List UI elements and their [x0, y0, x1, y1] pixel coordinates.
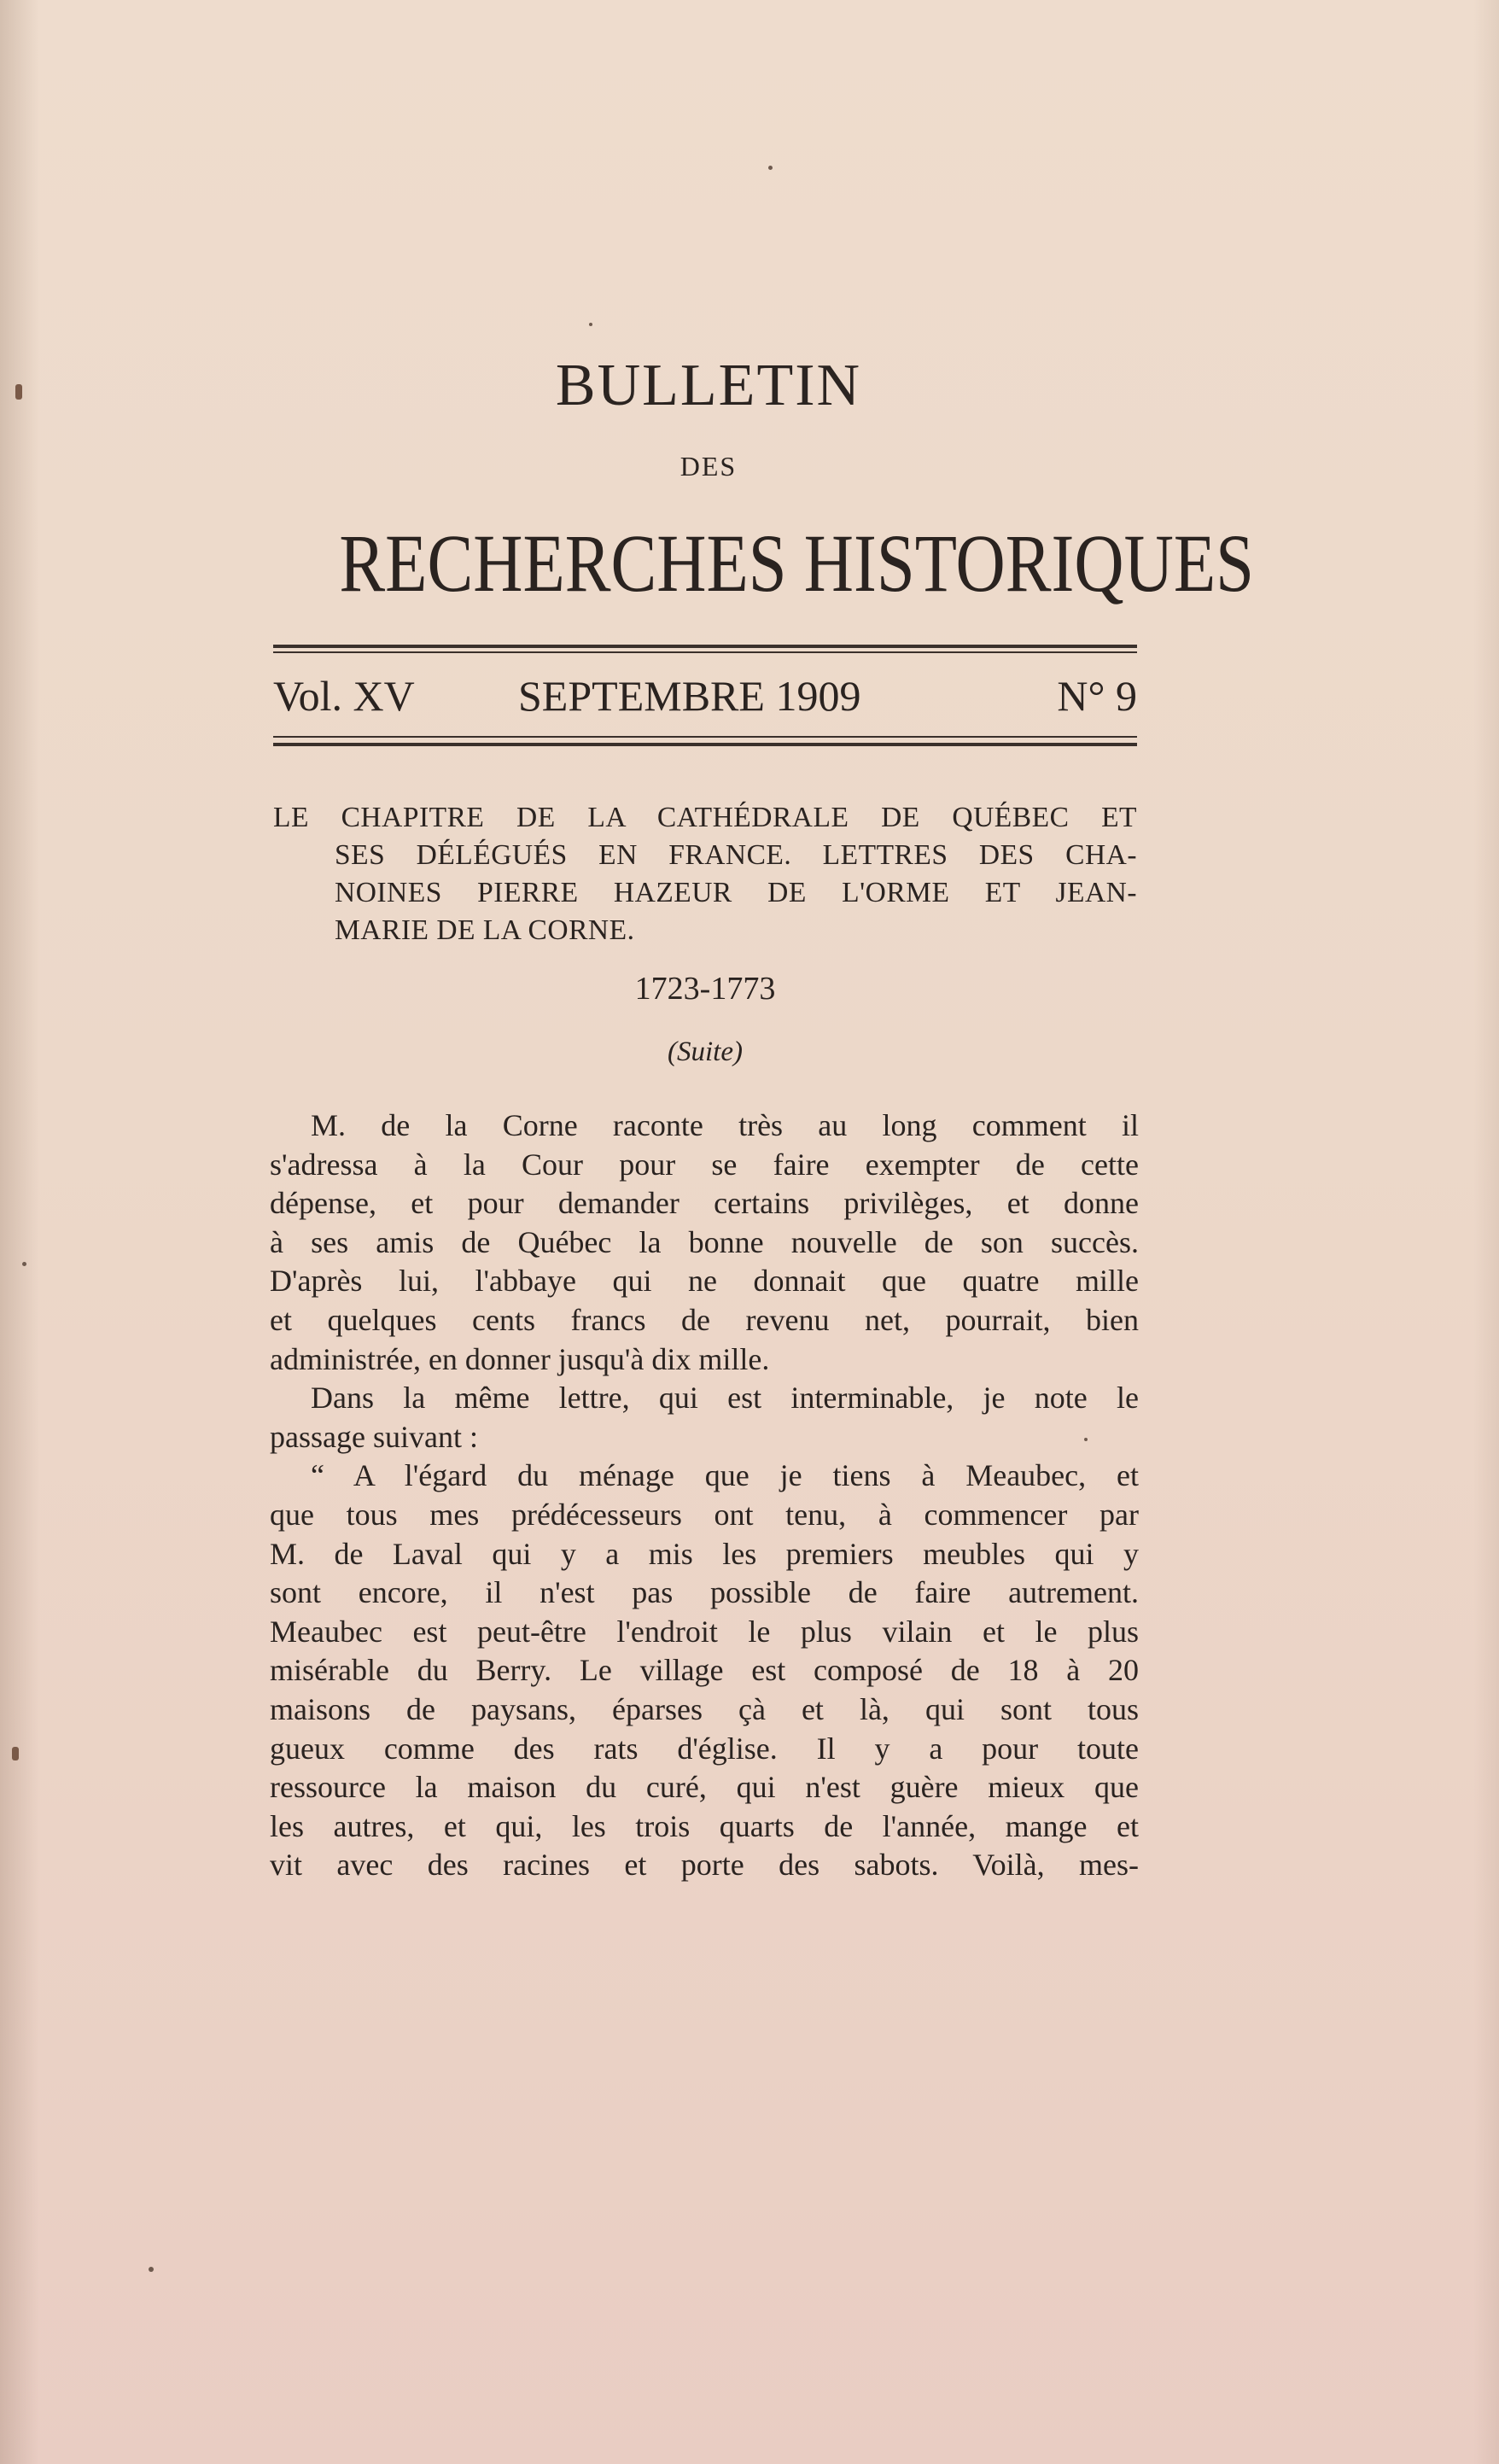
paper-speck	[12, 1747, 19, 1760]
article-title-line: LE CHAPITRE DE LA CATHÉDRALE DE QUÉBEC ET	[273, 802, 1137, 833]
body-line: M. de Laval qui y a mis les premiers meubles qui y	[270, 1536, 1139, 1571]
body-line: ressource la maison du curé, qui n'est guère mieux que	[270, 1770, 1139, 1805]
body-line: les autres, et qui, les trois quarts de l'année, mange et	[270, 1808, 1139, 1843]
body-line: que tous mes prédécesseurs ont tenu, à commencer par	[270, 1497, 1139, 1532]
body-line: à ses amis de Québec la bonne nouvelle de son succès.	[270, 1224, 1139, 1259]
article-body	[270, 1106, 1139, 1885]
body-line: gueux comme des rats d'église. Il y a pour toute	[270, 1731, 1139, 1766]
issue-date: SEPTEMBRE 1909	[518, 672, 861, 720]
body-line: Dans la même lettre, qui est interminable, je note le	[311, 1381, 1139, 1416]
article-suite: (Suite)	[668, 1036, 743, 1067]
issue-number: N° 9	[1057, 672, 1137, 720]
article-dates: 1723-1773	[634, 971, 776, 1007]
body-line: et quelques cents francs de revenu net, pourrait, bien	[270, 1302, 1139, 1337]
masthead-name: RECHERCHES HISTORIQUES	[339, 517, 1254, 609]
page-edge-shadow-left	[0, 0, 39, 2464]
double-rule-top	[273, 645, 1137, 648]
body-line: “ A l'égard du ménage que je tiens à Meaubec, et	[311, 1458, 1139, 1493]
paper-speck	[15, 384, 22, 400]
body-line: Meaubec est peut-être l'endroit le plus vilain et le plus	[270, 1614, 1139, 1649]
article-title-line: SES DÉLÉGUÉS EN FRANCE. LETTRES DES CHA-	[335, 839, 1137, 871]
masthead-des: DES	[680, 451, 738, 482]
volume-label: Vol. XV	[273, 672, 415, 720]
issue-line	[273, 671, 1137, 726]
paper-speck	[589, 323, 592, 326]
body-line: passage suivant :	[270, 1419, 478, 1454]
body-line: D'après lui, l'abbaye qui ne donnait que quatre mille	[270, 1264, 1139, 1299]
body-line: s'adressa à la Cour pour se faire exempter de cette	[270, 1147, 1139, 1182]
body-line: administrée, en donner jusqu'à dix mille.	[270, 1341, 770, 1376]
paper-speck	[149, 2267, 154, 2272]
body-line: dépense, et pour demander certains privilèges, et donne	[270, 1186, 1139, 1221]
body-line: maisons de paysans, éparses çà et là, qui sont tous	[270, 1691, 1139, 1726]
double-rule-bottom	[273, 743, 1137, 746]
article-title	[273, 799, 1137, 949]
article-title-line: NOINES PIERRE HAZEUR DE L'ORME ET JEAN-	[335, 877, 1137, 908]
paper-speck	[768, 166, 773, 170]
double-rule-bottom	[273, 736, 1137, 738]
double-rule-top	[273, 651, 1137, 653]
paper-speck	[22, 1262, 26, 1266]
page-edge-shadow-right	[1473, 0, 1499, 2464]
body-line: vit avec des racines et porte des sabots. Voilà, mes-	[270, 1848, 1139, 1883]
body-line: sont encore, il n'est pas possible de faire autrement.	[270, 1575, 1139, 1610]
article-title-line: MARIE DE LA CORNE.	[335, 914, 635, 946]
masthead-title: BULLETIN	[555, 353, 862, 418]
body-line: M. de la Corne raconte très au long comment il	[311, 1108, 1139, 1142]
body-line: misérable du Berry. Le village est composé de 18 à 20	[270, 1653, 1139, 1688]
